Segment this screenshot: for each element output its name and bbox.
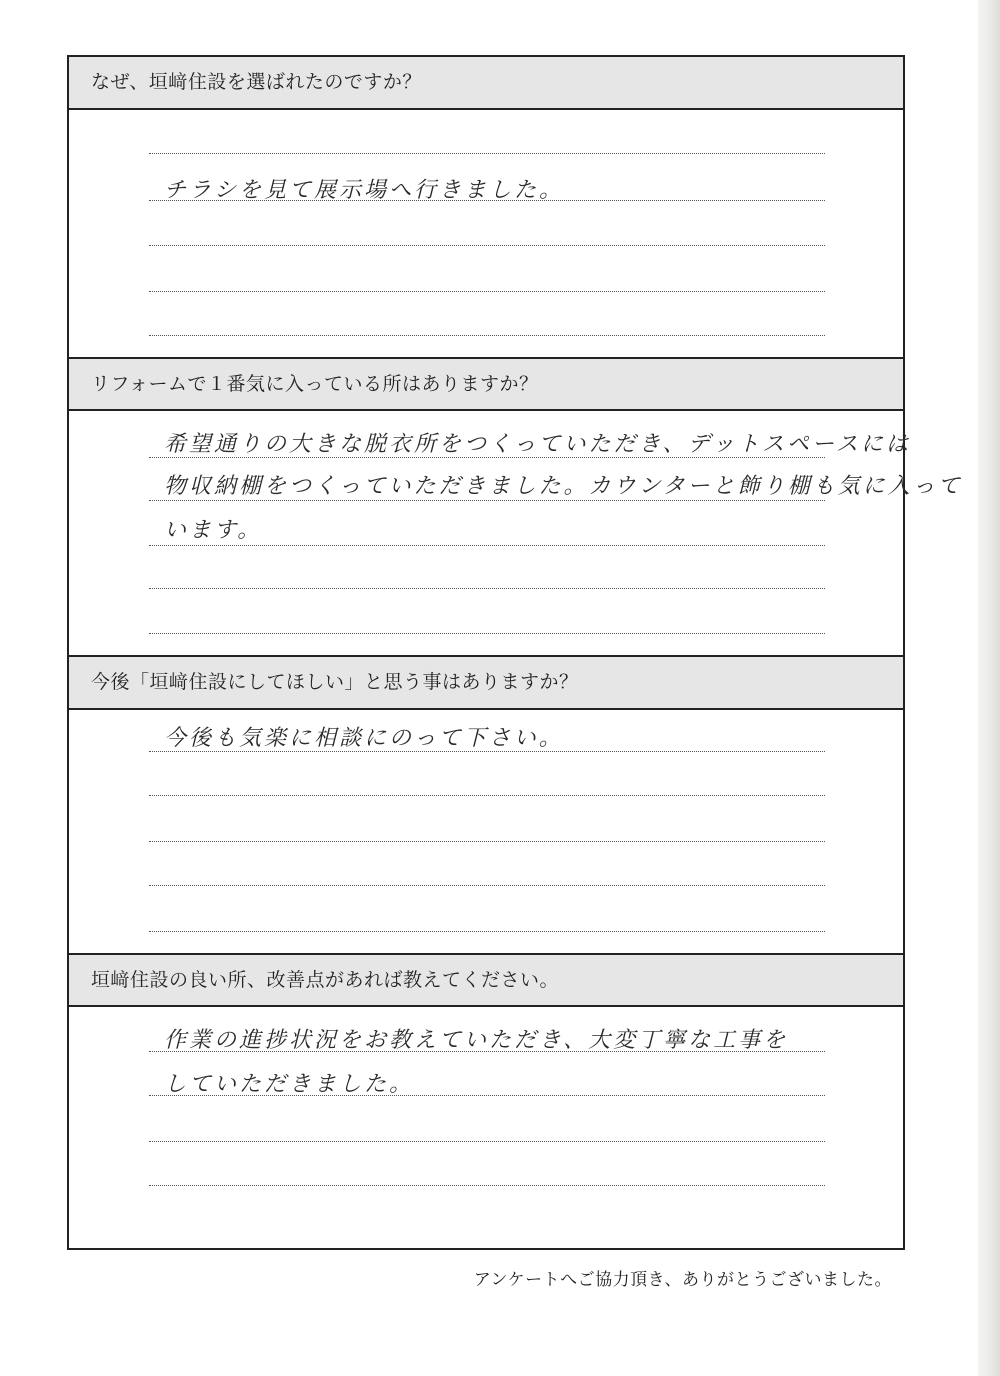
answer-rule <box>149 245 825 246</box>
answer-rule <box>149 588 825 589</box>
answer-rule <box>149 1185 825 1186</box>
answer-rule <box>149 795 825 796</box>
answer-text: 希望通りの大きな脱衣所をつくっていただき、デットスペースには <box>164 432 911 457</box>
answer-rule <box>149 545 825 546</box>
answer-text: チラシを見て展示場へ行きました。 <box>164 178 565 203</box>
section-3 <box>69 655 903 955</box>
answer-rule <box>149 633 825 634</box>
answer-rule <box>149 1141 825 1142</box>
answer-rule <box>149 1051 825 1052</box>
answer-rule <box>149 200 825 201</box>
question-header <box>69 357 903 411</box>
question-header <box>69 57 903 110</box>
closing-message: アンケートへご協力頂き、ありがとうございました。 <box>473 1270 892 1290</box>
answer-text: 今後も気楽に相談にのって下さい。 <box>164 726 564 751</box>
answer-rule <box>149 751 825 752</box>
question-header <box>69 953 903 1007</box>
answer-text: います。 <box>164 518 263 543</box>
survey-form <box>67 55 963 1250</box>
answer-rule <box>149 335 825 336</box>
section-4 <box>69 953 903 1250</box>
section-1 <box>69 57 903 357</box>
scan-edge <box>978 0 1000 1376</box>
answer-rule <box>149 1095 825 1096</box>
answer-text: 作業の進捗状況をお教えていただき、大変丁寧な工事を <box>164 1028 789 1053</box>
question-text: リフォームで１番気に入っている所はありますか？ <box>91 373 539 395</box>
answer-rule <box>149 457 825 458</box>
question-text: なぜ、垣﨑住設を選ばれたのですか？ <box>91 71 422 93</box>
answer-rule <box>149 931 825 932</box>
answer-rule <box>149 841 825 842</box>
answer-text: していただきました。 <box>164 1072 415 1097</box>
answer-text: 物収納棚をつくっていただきました。カウンターと飾り棚も気に入って <box>164 474 963 499</box>
question-header <box>69 655 903 710</box>
answer-rule <box>149 291 825 292</box>
answer-rule <box>149 153 825 154</box>
section-2 <box>69 357 963 657</box>
question-text: 今後「垣﨑住設にしてほしい」と思う事はありますか？ <box>91 671 579 693</box>
answer-rule <box>149 500 825 501</box>
answer-rule <box>149 885 825 886</box>
question-text: 垣﨑住設の良い所、改善点があれば教えてください。 <box>91 969 560 991</box>
